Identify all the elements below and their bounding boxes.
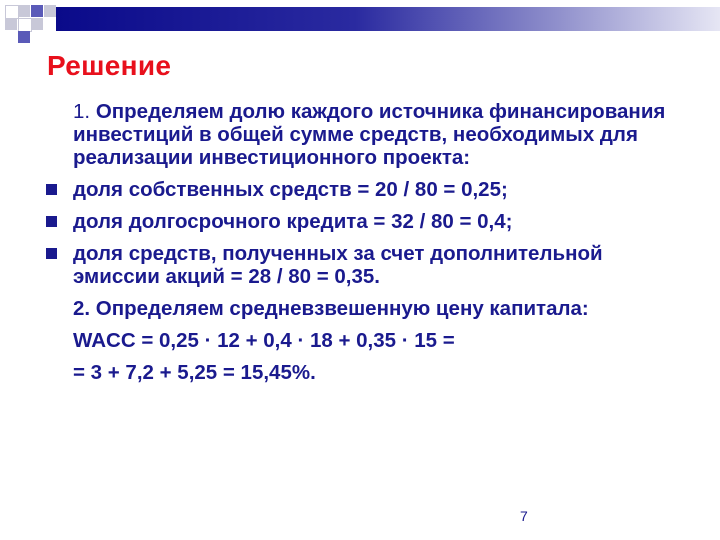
square-bullet-icon xyxy=(46,216,57,227)
bullet-item xyxy=(44,210,694,233)
decor-square xyxy=(31,18,43,30)
bullet-text: доля собственных средств = 20 / 80 = 0,25; xyxy=(73,178,508,201)
step-1-text: Определяем долю каждого источника финансирования инвестиций в общей сумме средств, необходимых для реализации инвестиционного проекта: xyxy=(73,100,666,169)
slide-content xyxy=(44,100,694,393)
formula-line-1: WACC = 0,25 · 12 + 0,4 · 18 + 0,35 · 15 = xyxy=(73,329,455,352)
decor-square xyxy=(5,5,19,19)
step-1-paragraph xyxy=(44,100,694,169)
header-gradient-bar xyxy=(56,7,720,31)
square-bullet-icon xyxy=(46,248,57,259)
step-1-number: 1. xyxy=(73,100,91,123)
step-2-paragraph: 2. Определяем средневзвешенную цену капитала: xyxy=(73,297,589,320)
formula-line-2: = 3 + 7,2 + 5,25 = 15,45%. xyxy=(73,361,316,384)
square-bullet-icon xyxy=(46,184,57,195)
slide-title: Решение xyxy=(47,50,172,81)
decor-square xyxy=(18,5,30,17)
page-number: 7 xyxy=(520,508,528,524)
bullet-item xyxy=(44,242,694,288)
decor-square xyxy=(18,18,32,32)
bullet-text: доля долгосрочного кредита = 32 / 80 = 0,4; xyxy=(73,210,513,233)
decor-square xyxy=(44,5,56,17)
decor-square xyxy=(31,5,43,17)
bullet-text: доля средств, полученных за счет дополнительной эмиссии акций = 28 / 80 = 0,35. xyxy=(73,242,603,288)
decor-square xyxy=(5,18,17,30)
decor-square xyxy=(18,31,30,43)
bullet-item xyxy=(44,178,694,201)
